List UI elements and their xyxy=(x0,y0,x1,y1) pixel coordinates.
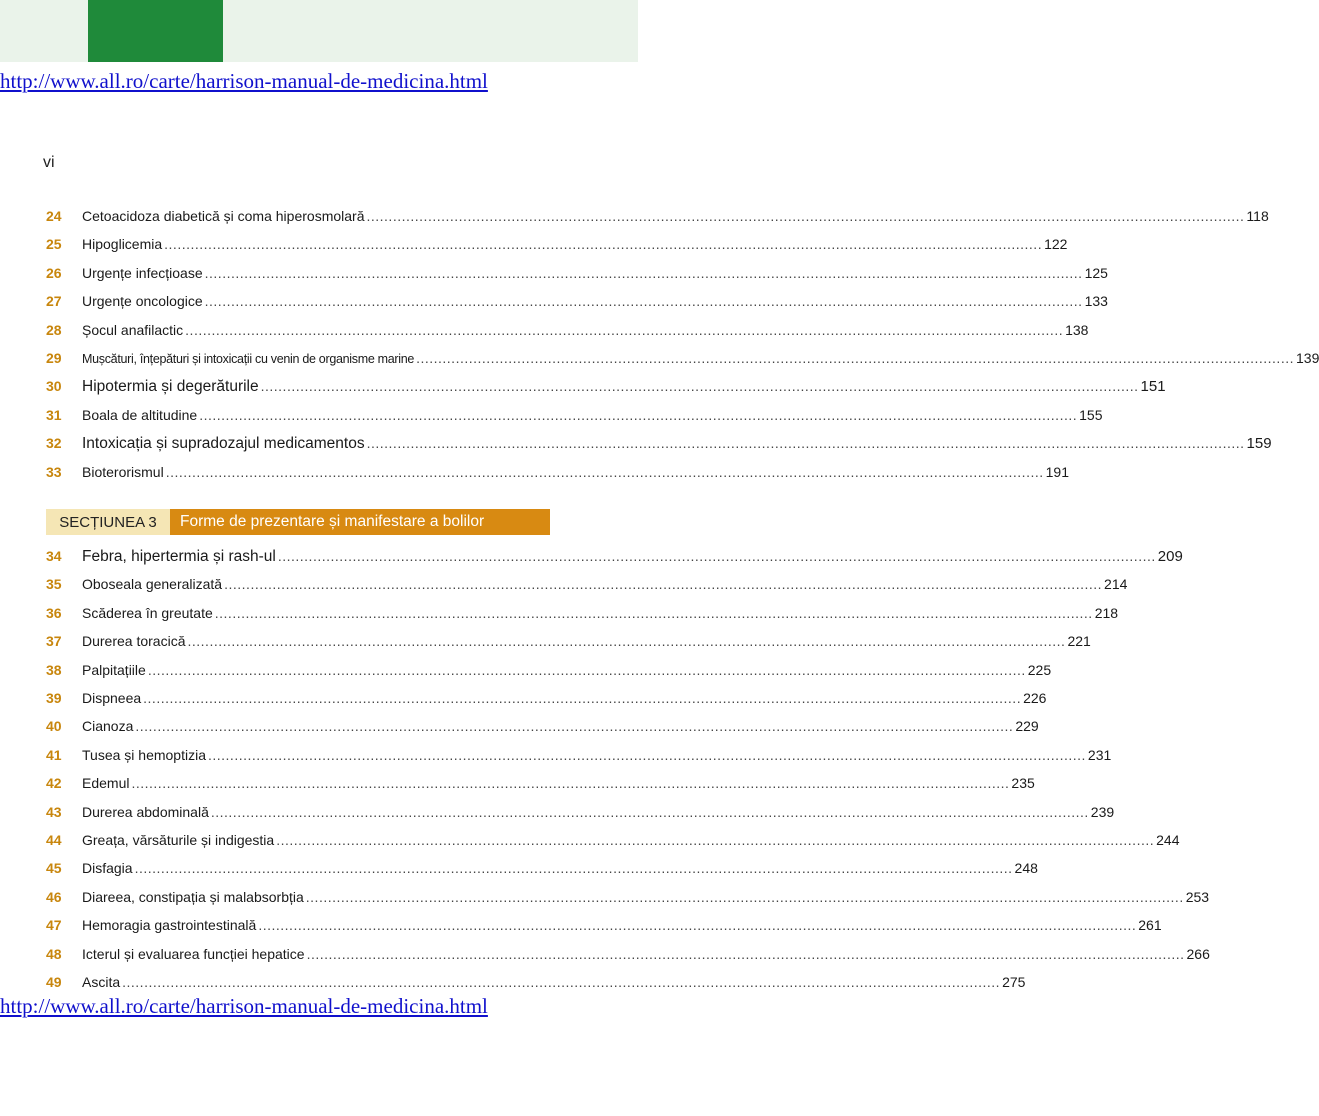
dot-leader: ........................................................................................................................................................................................................ xyxy=(187,633,1066,650)
chapter-number: 37 xyxy=(46,633,62,650)
chapter-title: Hipotermia și degerăturile xyxy=(82,378,259,396)
section-title: Forme de prezentare și manifestare a bolilor xyxy=(170,509,550,535)
chapter-title: Diareea, constipația și malabsorbția xyxy=(82,888,304,905)
chapter-page: 275 xyxy=(1002,974,1026,990)
toc-entry[interactable] xyxy=(46,633,1091,655)
chapter-title: Urgențe oncologice xyxy=(82,293,203,310)
dot-leader: ........................................................................................................................................................................................................ xyxy=(260,378,1139,395)
dot-leader: ........................................................................................................................................................................................................ xyxy=(147,661,1026,678)
chapter-title: Scăderea în greutate xyxy=(82,604,213,621)
chapter-page: 138 xyxy=(1065,321,1089,338)
toc-entry[interactable] xyxy=(46,463,1069,486)
toc-entry[interactable] xyxy=(46,803,1115,826)
chapter-page: 218 xyxy=(1094,604,1119,621)
chapter-title: Cianoza xyxy=(82,718,134,735)
chapter-title: Intoxicația și supradozajul medicamentos xyxy=(82,435,365,453)
chapter-page: 261 xyxy=(1138,917,1162,934)
chapter-page: 159 xyxy=(1246,435,1272,453)
chapter-title: Febra, hipertermia și rash-ul xyxy=(82,548,276,565)
dot-leader: ........................................................................................................................................................................................................ xyxy=(305,888,1184,905)
toc-entry[interactable] xyxy=(46,945,1210,968)
chapter-title: Mușcături, înțepături și intoxicații cu venin de organisme marine xyxy=(82,352,415,366)
chapter-page: 225 xyxy=(1027,661,1052,678)
toc-entry[interactable] xyxy=(46,576,1128,598)
chapter-page: 125 xyxy=(1084,264,1108,281)
chapter-page: 221 xyxy=(1067,633,1091,650)
toc-entry[interactable] xyxy=(46,293,1108,315)
book-link-top[interactable]: http://www.all.ro/carte/harrison-manual-de-medicina.html xyxy=(0,69,488,93)
chapter-number: 46 xyxy=(46,888,62,905)
chapter-number: 49 xyxy=(46,974,62,990)
chapter-page: 118 xyxy=(1246,208,1269,224)
chapter-number: 26 xyxy=(46,264,62,281)
toc-entry[interactable] xyxy=(46,888,1210,911)
toc-entry[interactable] xyxy=(46,406,1103,429)
chapter-page: 248 xyxy=(1014,860,1038,877)
dot-leader: ........................................................................................................................................................................................................ xyxy=(366,435,1245,452)
chapter-page: 139 xyxy=(1296,350,1319,366)
dot-leader: ........................................................................................................................................................................................................ xyxy=(165,463,1044,480)
chapter-number: 27 xyxy=(46,293,62,310)
chapter-number: 30 xyxy=(46,378,62,395)
chapter-title: Ascita xyxy=(82,974,121,990)
section-label: SECȚIUNEA 3 xyxy=(46,509,170,535)
chapter-title: Șocul anafilactic xyxy=(82,321,184,338)
chapter-number: 25 xyxy=(46,236,62,253)
toc-entry[interactable] xyxy=(46,917,1162,939)
chapter-page: 266 xyxy=(1186,945,1210,962)
chapter-page: 226 xyxy=(1023,690,1047,706)
chapter-number: 34 xyxy=(46,548,62,564)
dot-leader: ........................................................................................................................................................................................................ xyxy=(277,548,1156,564)
chapter-title: Durerea abdominală xyxy=(82,803,209,820)
chapter-title: Bioterorismul xyxy=(82,463,164,480)
chapter-title: Tusea și hemoptizia xyxy=(82,746,206,763)
dot-leader: ........................................................................................................................................................................................................ xyxy=(204,264,1083,281)
chapter-title: Boala de altitudine xyxy=(82,406,198,423)
chapter-title: Greața, vărsăturile și indigestia xyxy=(82,832,275,848)
dot-leader: ........................................................................................................................................................................................................ xyxy=(122,974,1001,990)
book-link-bottom[interactable]: http://www.all.ro/carte/harrison-manual-de-medicina.html xyxy=(0,994,488,1018)
toc-entry[interactable] xyxy=(46,236,1068,258)
chapter-title: Durerea toracică xyxy=(82,633,186,650)
chapter-number: 41 xyxy=(46,746,62,763)
chapter-number: 48 xyxy=(46,945,62,962)
chapter-title: Urgențe infecțioase xyxy=(82,264,203,281)
toc-entry[interactable] xyxy=(46,661,1052,684)
chapter-number: 47 xyxy=(46,917,62,934)
toc-entry[interactable] xyxy=(46,321,1089,344)
chapter-page: 229 xyxy=(1015,718,1039,735)
dot-leader: ........................................................................................................................................................................................................ xyxy=(207,746,1086,763)
toc-entry[interactable] xyxy=(46,435,1272,457)
chapter-title: Icterul și evaluarea funcției hepatice xyxy=(82,945,305,962)
chapter-title: Palpitațiile xyxy=(82,661,146,678)
chapter-title: Disfagia xyxy=(82,860,133,877)
chapter-title: Cetoacidoza diabetică și coma hiperosmolară xyxy=(82,208,365,224)
chapter-title: Oboseala generalizată xyxy=(82,576,223,593)
dot-leader: ........................................................................................................................................................................................................ xyxy=(258,917,1137,934)
toc-entry[interactable] xyxy=(46,690,1047,712)
chapter-page: 151 xyxy=(1140,378,1166,396)
chapter-number: 36 xyxy=(46,604,62,621)
toc-entry[interactable] xyxy=(46,860,1038,882)
chapter-page: 209 xyxy=(1157,548,1183,565)
chapter-page: 235 xyxy=(1011,775,1035,792)
chapter-title: Hipoglicemia xyxy=(82,236,163,253)
chapter-number: 45 xyxy=(46,860,62,877)
chapter-page: 239 xyxy=(1090,803,1115,820)
toc-entry[interactable] xyxy=(46,746,1112,769)
dot-leader: ........................................................................................................................................................................................................ xyxy=(276,832,1155,848)
toc-entry[interactable] xyxy=(46,718,1039,740)
section-header xyxy=(46,509,550,535)
toc-entry[interactable] xyxy=(46,832,1180,854)
dot-leader: ........................................................................................................................................................................................................ xyxy=(214,604,1093,621)
dot-leader: ........................................................................................................................................................................................................ xyxy=(416,350,1294,366)
chapter-number: 32 xyxy=(46,435,62,452)
chapter-number: 40 xyxy=(46,718,62,735)
dot-leader: ........................................................................................................................................................................................................ xyxy=(224,576,1103,593)
toc-entry[interactable] xyxy=(46,775,1035,797)
chapter-number: 42 xyxy=(46,775,62,792)
toc-entry[interactable] xyxy=(46,350,1319,372)
chapter-page: 191 xyxy=(1045,463,1069,480)
chapter-number: 44 xyxy=(46,832,62,848)
toc-entry[interactable] xyxy=(46,208,1269,230)
dot-leader: ........................................................................................................................................................................................................ xyxy=(164,236,1043,253)
chapter-number: 38 xyxy=(46,661,62,678)
dot-leader: ........................................................................................................................................................................................................ xyxy=(143,690,1022,706)
toc-entry[interactable] xyxy=(46,264,1108,287)
toc-entry[interactable] xyxy=(46,604,1119,627)
chapter-page: 122 xyxy=(1044,236,1068,253)
dot-leader: ........................................................................................................................................................................................................ xyxy=(366,208,1245,224)
chapter-page: 133 xyxy=(1084,293,1108,310)
dot-leader: ........................................................................................................................................................................................................ xyxy=(210,803,1089,820)
chapter-page: 253 xyxy=(1185,888,1210,905)
chapter-number: 24 xyxy=(46,208,62,224)
chapter-title: Hemoragia gastrointestinală xyxy=(82,917,257,934)
chapter-number: 33 xyxy=(46,463,62,480)
chapter-page: 155 xyxy=(1079,406,1103,423)
chapter-number: 35 xyxy=(46,576,62,593)
chapter-number: 39 xyxy=(46,690,62,706)
chapter-page: 231 xyxy=(1087,746,1112,763)
toc-entry[interactable] xyxy=(46,378,1166,400)
chapter-number: 43 xyxy=(46,803,62,820)
dot-leader: ........................................................................................................................................................................................................ xyxy=(135,718,1014,735)
chapter-number: 29 xyxy=(46,350,62,366)
green-header-block xyxy=(88,0,223,62)
toc-entry[interactable] xyxy=(46,548,1183,570)
chapter-page: 244 xyxy=(1156,832,1180,848)
dot-leader: ........................................................................................................................................................................................................ xyxy=(131,775,1010,792)
chapter-title: Dispneea xyxy=(82,690,142,706)
dot-leader: ........................................................................................................................................................................................................ xyxy=(306,945,1185,962)
dot-leader: ........................................................................................................................................................................................................ xyxy=(185,321,1064,338)
toc-entry[interactable] xyxy=(46,974,1026,996)
chapter-title: Edemul xyxy=(82,775,130,792)
chapter-number: 28 xyxy=(46,321,62,338)
chapter-number: 31 xyxy=(46,406,62,423)
chapter-page: 214 xyxy=(1104,576,1128,593)
dot-leader: ........................................................................................................................................................................................................ xyxy=(204,293,1083,310)
dot-leader: ........................................................................................................................................................................................................ xyxy=(199,406,1078,423)
dot-leader: ........................................................................................................................................................................................................ xyxy=(134,860,1013,877)
page-number: vi xyxy=(43,154,55,171)
